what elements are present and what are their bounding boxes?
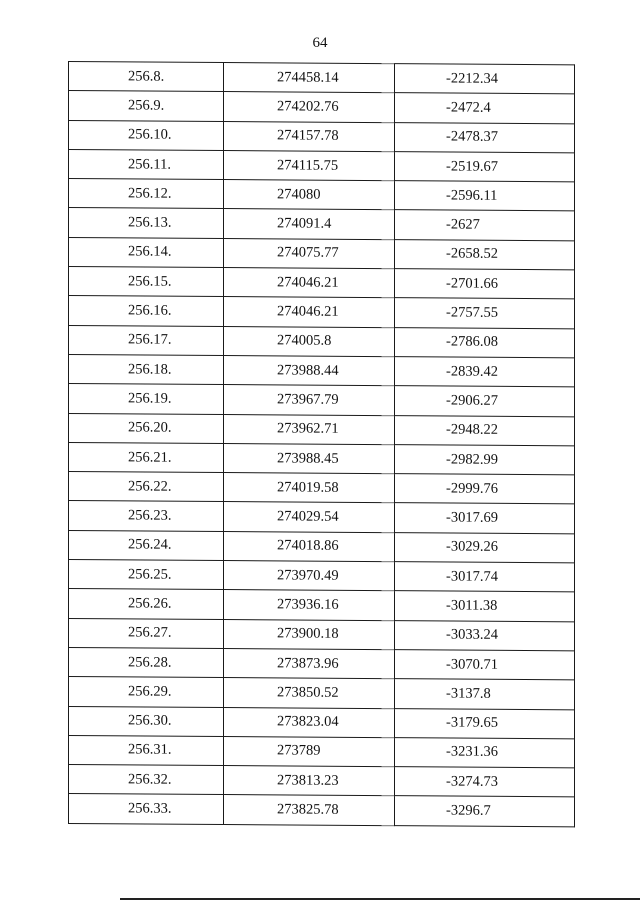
x-coordinate-cell: 274080 [224, 180, 395, 210]
point-number-cell: 256.25. [69, 560, 224, 590]
y-coordinate-cell: -2701.66 [395, 269, 575, 299]
y-coordinate-cell: -2999.76 [395, 474, 575, 504]
point-number-cell: 256.24. [69, 530, 224, 560]
x-coordinate-cell: 273873.96 [224, 648, 395, 678]
x-coordinate-cell: 273850.52 [224, 678, 395, 708]
table-row [69, 442, 575, 475]
x-coordinate-cell: 274157.78 [224, 121, 395, 151]
x-coordinate-cell: 274202.76 [224, 92, 395, 122]
point-number-cell: 256.27. [69, 618, 224, 648]
point-number-cell: 256.28. [69, 647, 224, 677]
table-row [69, 384, 575, 417]
y-coordinate-cell: -3017.74 [395, 562, 575, 592]
y-coordinate-cell: -3179.65 [395, 708, 575, 738]
table-row [69, 735, 575, 768]
x-coordinate-cell: 274005.8 [224, 326, 395, 356]
table-row [69, 706, 575, 739]
point-number-cell: 256.26. [69, 589, 224, 619]
table-row [69, 325, 575, 358]
x-coordinate-cell: 274029.54 [224, 502, 395, 532]
x-coordinate-cell: 273936.16 [224, 590, 395, 620]
y-coordinate-cell: -3017.69 [395, 503, 575, 533]
y-coordinate-cell: -2906.27 [395, 386, 575, 416]
y-coordinate-cell: -2948.22 [395, 415, 575, 445]
coordinates-table [68, 61, 575, 827]
y-coordinate-cell: -2839.42 [395, 357, 575, 387]
x-coordinate-cell: 274019.58 [224, 473, 395, 503]
coordinates-table-body [69, 62, 575, 827]
y-coordinate-cell: -2596.11 [395, 181, 575, 211]
table-row [69, 179, 575, 212]
point-number-cell: 256.13. [69, 208, 224, 238]
table-row [69, 530, 575, 563]
y-coordinate-cell: -3029.26 [395, 532, 575, 562]
point-number-cell: 256.15. [69, 267, 224, 297]
point-number-cell: 256.30. [69, 706, 224, 736]
x-coordinate-cell: 273900.18 [224, 619, 395, 649]
x-coordinate-cell: 273823.04 [224, 707, 395, 737]
y-coordinate-cell: -2757.55 [395, 298, 575, 328]
point-number-cell: 256.10. [69, 120, 224, 150]
point-number-cell: 256.23. [69, 501, 224, 531]
point-number-cell: 256.8. [69, 62, 224, 92]
x-coordinate-cell: 274046.21 [224, 268, 395, 298]
x-coordinate-cell: 273962.71 [224, 414, 395, 444]
y-coordinate-cell: -2627 [395, 210, 575, 240]
y-coordinate-cell: -2786.08 [395, 327, 575, 357]
point-number-cell: 256.18. [69, 354, 224, 384]
table-row [69, 413, 575, 446]
point-number-cell: 256.21. [69, 442, 224, 472]
y-coordinate-cell: -2212.34 [395, 64, 575, 94]
table-row [69, 794, 575, 827]
point-number-cell: 256.11. [69, 149, 224, 179]
y-coordinate-cell: -2982.99 [395, 445, 575, 475]
point-number-cell: 256.29. [69, 677, 224, 707]
table-row [69, 765, 575, 798]
y-coordinate-cell: -3231.36 [395, 737, 575, 767]
point-number-cell: 256.33. [69, 794, 224, 824]
y-coordinate-cell: -2519.67 [395, 152, 575, 182]
x-coordinate-cell: 273970.49 [224, 561, 395, 591]
table-row [69, 647, 575, 680]
point-number-cell: 256.20. [69, 413, 224, 443]
point-number-cell: 256.9. [69, 91, 224, 121]
table-row [69, 677, 575, 710]
x-coordinate-cell: 274115.75 [224, 150, 395, 180]
point-number-cell: 256.17. [69, 325, 224, 355]
table-row [69, 560, 575, 593]
table-row [69, 618, 575, 651]
table-row [69, 91, 575, 124]
x-coordinate-cell: 273988.45 [224, 443, 395, 473]
table-row [69, 472, 575, 505]
x-coordinate-cell: 273988.44 [224, 356, 395, 386]
table-row [69, 120, 575, 153]
x-coordinate-cell: 273789 [224, 736, 395, 766]
y-coordinate-cell: -3011.38 [395, 591, 575, 621]
y-coordinate-cell: -3033.24 [395, 620, 575, 650]
y-coordinate-cell: -3274.73 [395, 767, 575, 797]
x-coordinate-cell: 274458.14 [224, 63, 395, 93]
point-number-cell: 256.32. [69, 765, 224, 795]
y-coordinate-cell: -2658.52 [395, 239, 575, 269]
table-row [69, 501, 575, 534]
page-number: 64 [312, 35, 328, 51]
table-row [69, 208, 575, 241]
x-coordinate-cell: 274075.77 [224, 238, 395, 268]
x-coordinate-cell: 274018.86 [224, 531, 395, 561]
table-row [69, 149, 575, 182]
table-row [69, 296, 575, 329]
y-coordinate-cell: -2472.4 [395, 93, 575, 123]
x-coordinate-cell: 273967.79 [224, 385, 395, 415]
point-number-cell: 256.14. [69, 237, 224, 267]
table-row [69, 62, 575, 95]
y-coordinate-cell: -3137.8 [395, 679, 575, 709]
point-number-cell: 256.31. [69, 735, 224, 765]
table-row [69, 267, 575, 300]
x-coordinate-cell: 274046.21 [224, 297, 395, 327]
y-coordinate-cell: -3070.71 [395, 650, 575, 680]
table-row [69, 354, 575, 387]
x-coordinate-cell: 273825.78 [224, 795, 395, 825]
x-coordinate-cell: 274091.4 [224, 209, 395, 239]
table-row [69, 237, 575, 270]
table-row [69, 589, 575, 622]
point-number-cell: 256.12. [69, 179, 224, 209]
point-number-cell: 256.22. [69, 472, 224, 502]
y-coordinate-cell: -3296.7 [395, 796, 575, 826]
y-coordinate-cell: -2478.37 [395, 122, 575, 152]
point-number-cell: 256.19. [69, 384, 224, 414]
x-coordinate-cell: 273813.23 [224, 766, 395, 796]
point-number-cell: 256.16. [69, 296, 224, 326]
bottom-rule [120, 898, 640, 900]
